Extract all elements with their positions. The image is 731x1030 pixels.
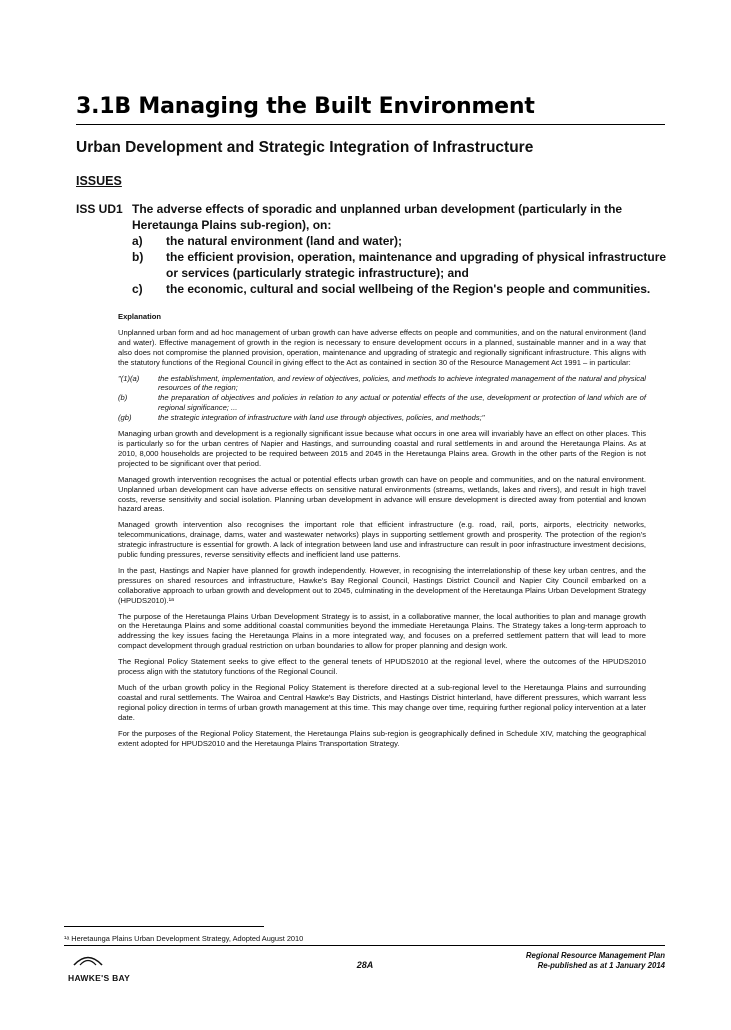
hawkes-bay-logo (68, 952, 148, 983)
explanation-paragraph: Much of the urban growth policy in the Regional Policy Statement is therefore directed at a sub-regional level to the Heretaunga Plains and surrounding coastal and rural settlements. The Wairoa and Central Hawke's Bay Districts, and Hastings District hinterland, have different pressures, which warrant less regional policy direction in terms of urban growth management at this time. This may change over time, requiring further regional policy intervention at a later date. (118, 683, 646, 722)
quote-row (118, 374, 646, 394)
issue-item-text: the efficient provision, operation, maintenance and upgrading of physical infrastructure or services (particularly strategic infrastructure); and (166, 250, 667, 280)
footer-divider (64, 945, 665, 946)
footnote: ¹ᵃ Heretaunga Plains Urban Development Strategy, Adopted August 2010 (64, 934, 304, 943)
issue-block (76, 201, 676, 297)
quote-label: "(1)(a) (118, 373, 140, 383)
issue-id: ISS UD1 (76, 202, 123, 216)
issue-item-letter: c) (132, 282, 143, 296)
explanation-paragraph: In the past, Hastings and Napier have planned for growth independently. However, in recognising the interrelationship of these key urban centres, and the pressures on shared resources and infrastructure, Hawke's Bay Regional Council, Hastings District Council and Napier City Council embarked on a collaborative approach to urban growth and development out to 2045, culminating in the development of the Heretaunga Plains Urban Development Strategy (HPUDS2010).¹ᵃ (118, 565, 646, 605)
explanation-paragraph: The purpose of the Heretaunga Plains Urban Development Strategy is to assist, in a collaborative manner, the local authorities to plan and manage growth on the Heretaunga Plains and some additional coastal communities beyond the immediate Heretaunga Plains. The Strategy takes a long-term approach to addressing the key issues facing the Heretaunga Plains in a more integrated way, and focuses on a preferred settlement pattern that will lead to more compact development through gradual restriction on urban boundaries to allow for proper planning and design work. (118, 611, 646, 651)
explanation-heading: Explanation (118, 312, 162, 321)
issue-item (132, 281, 676, 297)
explanation-paragraph: Managing urban growth and development is a regionally significant issue because what occurs in one area will invariably have an effect on other places. This is particularly so for the urban centres of Napier and Hastings, and surrounding coastal and rural settlements in and around the Heretaunga Plains. As at 2010, 8,000 households are projected to be required between 2015 and 2045 in the Heretaunga Plains area. Growth in the other parts of the Region is not projected to be significant over that period. (118, 429, 646, 468)
footer-plan-name: Regional Resource Management Plan (525, 951, 665, 960)
issue-item-letter: a) (132, 234, 143, 248)
title-divider (76, 124, 665, 125)
explanation-section (118, 312, 646, 754)
issue-text: The adverse effects of sporadic and unplanned urban development (particularly in the Heretaunga Plains sub-region), on: (132, 202, 623, 232)
footnote-divider (64, 926, 264, 927)
issues-heading: ISSUES (76, 174, 122, 188)
issue-item (132, 233, 676, 249)
quote-text: the strategic integration of infrastructure with land use through objectives, policies, and methods;" (158, 413, 485, 423)
issue-item (132, 249, 676, 281)
statute-quote (118, 374, 646, 424)
issue-item-text: the natural environment (land and water); (166, 234, 403, 248)
logo-mark-icon (68, 952, 108, 966)
explanation-paragraph: For the purposes of the Regional Policy Statement, the Heretaunga Plains sub-region is geographically defined in Schedule XIV, matching the geographical extent adopted for HPUDS2010 and the Heretaunga Plains Transportation Strategy. (118, 728, 646, 748)
footer-publication-info (526, 951, 665, 971)
explanation-paragraph: Managed growth intervention also recognises the important role that efficient infrastructure (e.g. road, rail, ports, airports, electricity networks, telecommunications, drainage, dams, water and wastewater networks) plays in supporting settlement growth and prosperity. The protection of the region's strategic infrastructure is essential for growth. A lack of integration between land use and infrastructure can result in poor infrastructure investment decisions, public funding pressures, reverse sensitivity effects and inefficient land use patterns. (118, 520, 646, 560)
quote-label: (gb) (118, 413, 132, 423)
quote-label: (b) (118, 393, 128, 403)
footer-publication-date: Re-published as at 1 January 2014 (537, 961, 665, 970)
explanation-intro: Unplanned urban form and ad hoc management of urban growth can have adverse effects on people and communities, and on the natural environment (land and water). Effective management of growth in the region is necessary to ensure development occurs in a planned, sustainable manner and in a way that also does not compromise the planned provision, operation, maintenance and upgrading of strategic and regionally significant infrastructure. This aligns with the statutory functions of the Regional Council in giving effect to the Act as contained in section 30 of the Resource Management Act 1991 – in particular: (118, 327, 646, 367)
explanation-paragraph: The Regional Policy Statement seeks to give effect to the general tenets of HPUDS2010 at the regional level, where the outcomes of the HPUDS2010 process align with the statutory functions of the Regional Council. (118, 657, 646, 677)
explanation-paragraph: Managed growth intervention recognises the actual or potential effects urban growth can have on people and communities, and on the natural environment. Unplanned urban development can have adverse effects on sensitive natural environments (streams, wetlands, lakes and rivers), and result in high travel costs, reverse sensitivity and social isolation. Planning urban development in advance will ensure development is directed away from potential and known hazard areas. (118, 474, 646, 514)
quote-row (118, 393, 646, 413)
issue-item-letter: b) (132, 250, 144, 264)
quote-text: the establishment, implementation, and review of objectives, policies, and methods to achieve integrated management of the natural and physical resources of the region; (158, 373, 646, 393)
issue-body (132, 201, 676, 297)
quote-text: the preparation of objectives and policies in relation to any actual or potential effects of the use, development or protection of land which are of regional significance; ... (158, 393, 646, 413)
issue-item-text: the economic, cultural and social wellbeing of the Region's people and communities. (166, 282, 651, 296)
logo-text: HAWKE'S BAY (68, 973, 131, 983)
quote-row (118, 413, 646, 423)
page-number: 28A (356, 960, 374, 970)
section-subtitle: Urban Development and Strategic Integration of Infrastructure (76, 139, 534, 156)
page-title: 3.1B Managing the Built Environment (76, 94, 535, 119)
